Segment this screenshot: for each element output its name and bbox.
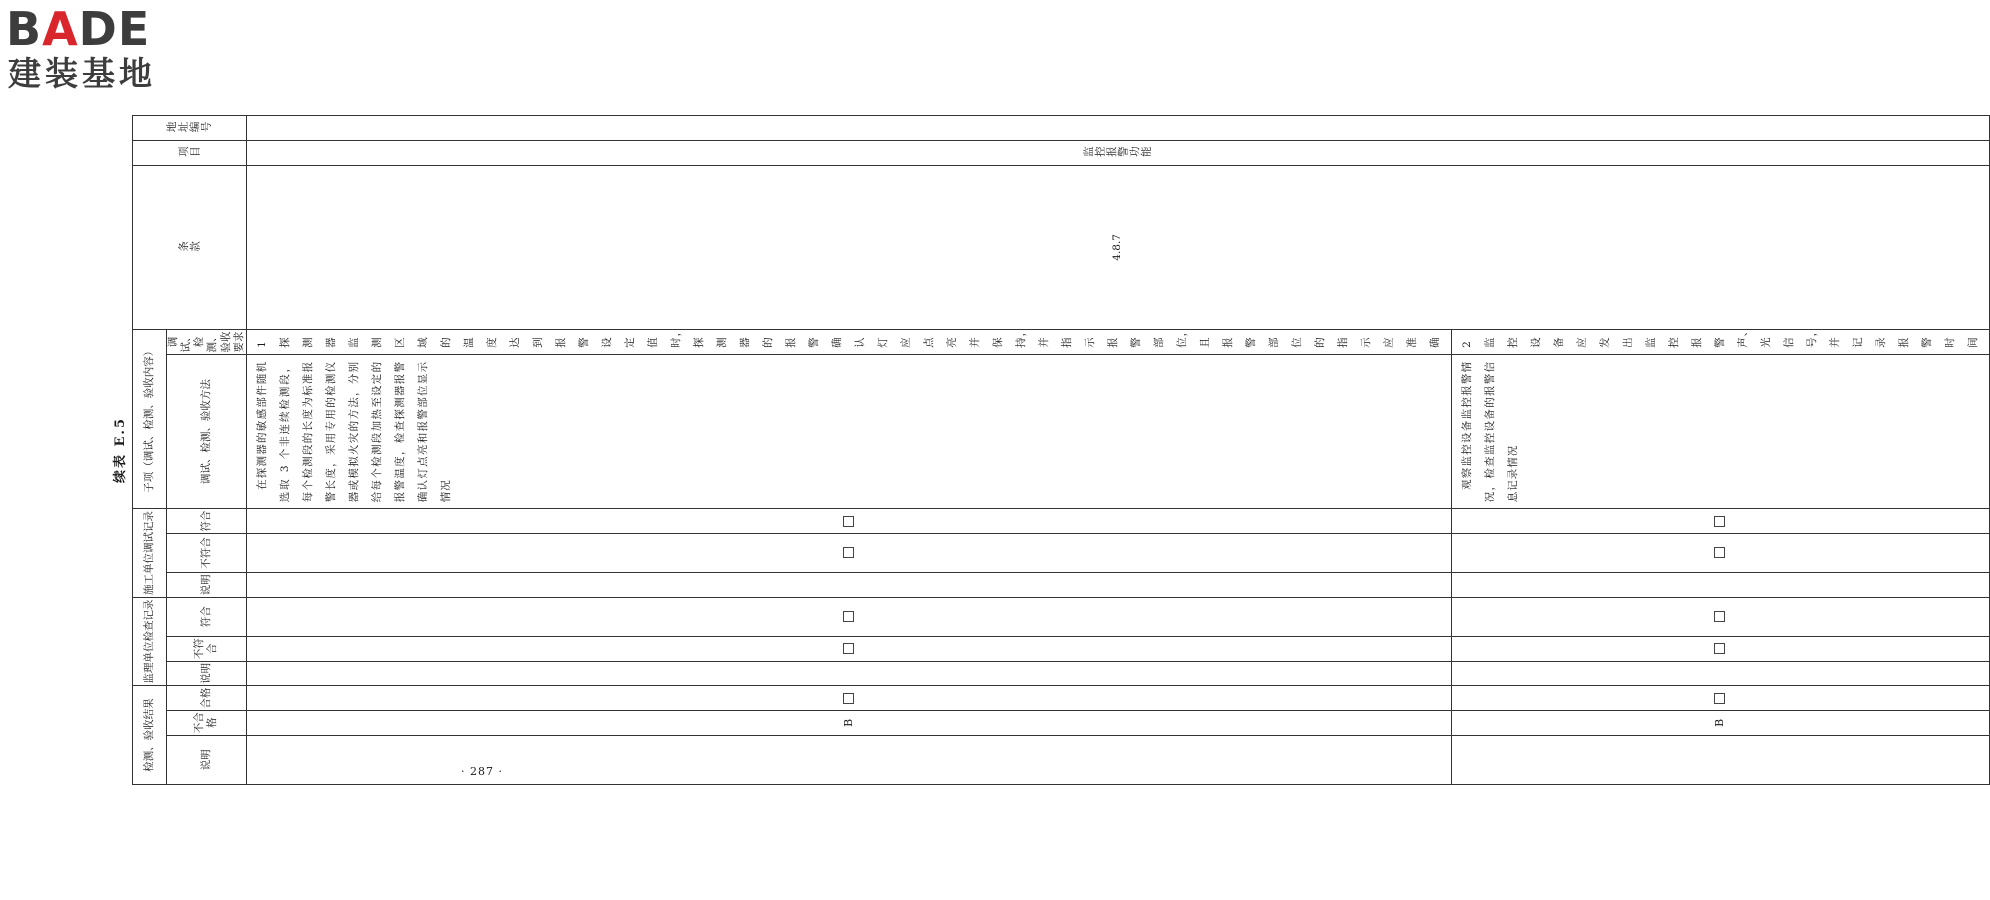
header-explain: 说明 xyxy=(167,661,247,686)
item2-construction-explain xyxy=(1451,573,1989,598)
header-nonconform: 不符合 xyxy=(167,636,247,661)
header-address-code: 地址编号 xyxy=(133,116,247,141)
header-explain: 说明 xyxy=(167,735,247,784)
item1-construction-explain xyxy=(246,573,1451,598)
checkbox xyxy=(1714,643,1725,654)
item1-grade: B xyxy=(841,718,855,727)
checkbox xyxy=(1714,693,1725,704)
checkbox xyxy=(843,548,854,559)
logo-wordmark: BADE xyxy=(6,2,151,56)
item1-construction-nonconform xyxy=(246,533,1451,572)
item1-requirement: 1 探测器监测区域的温度达到报警设定值时，探测器的报警确认灯应点亮并保持，并指示报警部位，且报警部位的指示应准确 xyxy=(246,330,1451,355)
item1-supervision-explain xyxy=(246,661,1451,686)
header-project: 项目 xyxy=(133,140,247,165)
header-conform: 符合 xyxy=(167,509,247,534)
bade-logo xyxy=(6,4,186,96)
item2-method: 观察监控设备监控报警情况，检查监控设备的报警信息记录情况 xyxy=(1451,354,1989,508)
header-qualified: 合格 xyxy=(167,686,247,711)
item1-unqualified xyxy=(246,710,1451,735)
checkbox xyxy=(843,693,854,704)
header-requirements: 调试、检测、验收要求 xyxy=(167,331,245,353)
clause-cell: 4.8.7 xyxy=(246,165,1989,330)
item2-requirement: 2 监控设备应发出监控报警声、光信号，并记录报警时间 xyxy=(1451,330,1989,355)
header-sub-item: 子项（调试、检测、验收内容） xyxy=(133,330,167,509)
item1-supervision-nonconform xyxy=(246,636,1451,661)
header-unqualified: 不合格 xyxy=(167,710,247,735)
table-caption: 续表 E.5 xyxy=(113,417,128,484)
header-explain: 说明 xyxy=(167,573,247,598)
checkbox xyxy=(843,611,854,622)
project-cell: 监控报警功能 xyxy=(246,140,1989,165)
checkbox xyxy=(843,516,854,527)
item2-grade: B xyxy=(1713,718,1727,727)
item2-supervision-nonconform xyxy=(1451,636,1989,661)
inspection-table xyxy=(132,115,1990,785)
item2-construction-nonconform xyxy=(1451,533,1989,572)
header-inspection: 检测、验收结果 xyxy=(133,686,167,785)
checkbox xyxy=(1714,516,1725,527)
item1-construction-conform xyxy=(246,509,1451,534)
header-method: 调试、检测、验收方法 xyxy=(167,354,247,508)
page-number: · 287 · xyxy=(461,765,503,778)
header-clause: 条款 xyxy=(133,165,247,330)
item2-supervision-explain xyxy=(1451,661,1989,686)
header-construction: 施工单位调试记录 xyxy=(133,509,167,597)
header-nonconform: 不符合 xyxy=(167,533,247,572)
checkbox xyxy=(843,643,854,654)
item2-unqualified xyxy=(1451,710,1989,735)
item1-method: 在探测器的敏感部件随机选取 3 个非连续检测段，每个检测段的长度为标准报警长度，采用专用的检测仪器或模拟火灾的方法，分别给每个检测段加热至设定的报警温度，检查探测器报警确认灯点亮和报警部位显示情况 xyxy=(246,354,1451,508)
logo-subtitle: 建装基地 xyxy=(8,54,156,93)
item2-qualified xyxy=(1451,686,1989,711)
item1-explain xyxy=(246,735,1451,784)
address-code-cell xyxy=(246,116,1989,141)
header-conform: 符合 xyxy=(167,597,247,636)
rotated-page xyxy=(110,115,1979,785)
item2-supervision-conform xyxy=(1451,597,1989,636)
item1-supervision-conform xyxy=(246,597,1451,636)
checkbox xyxy=(1714,548,1725,559)
header-supervision: 监理单位检查记录 xyxy=(133,597,167,685)
item2-explain xyxy=(1451,735,1989,784)
item1-qualified xyxy=(246,686,1451,711)
item2-construction-conform xyxy=(1451,509,1989,534)
checkbox xyxy=(1714,611,1725,622)
